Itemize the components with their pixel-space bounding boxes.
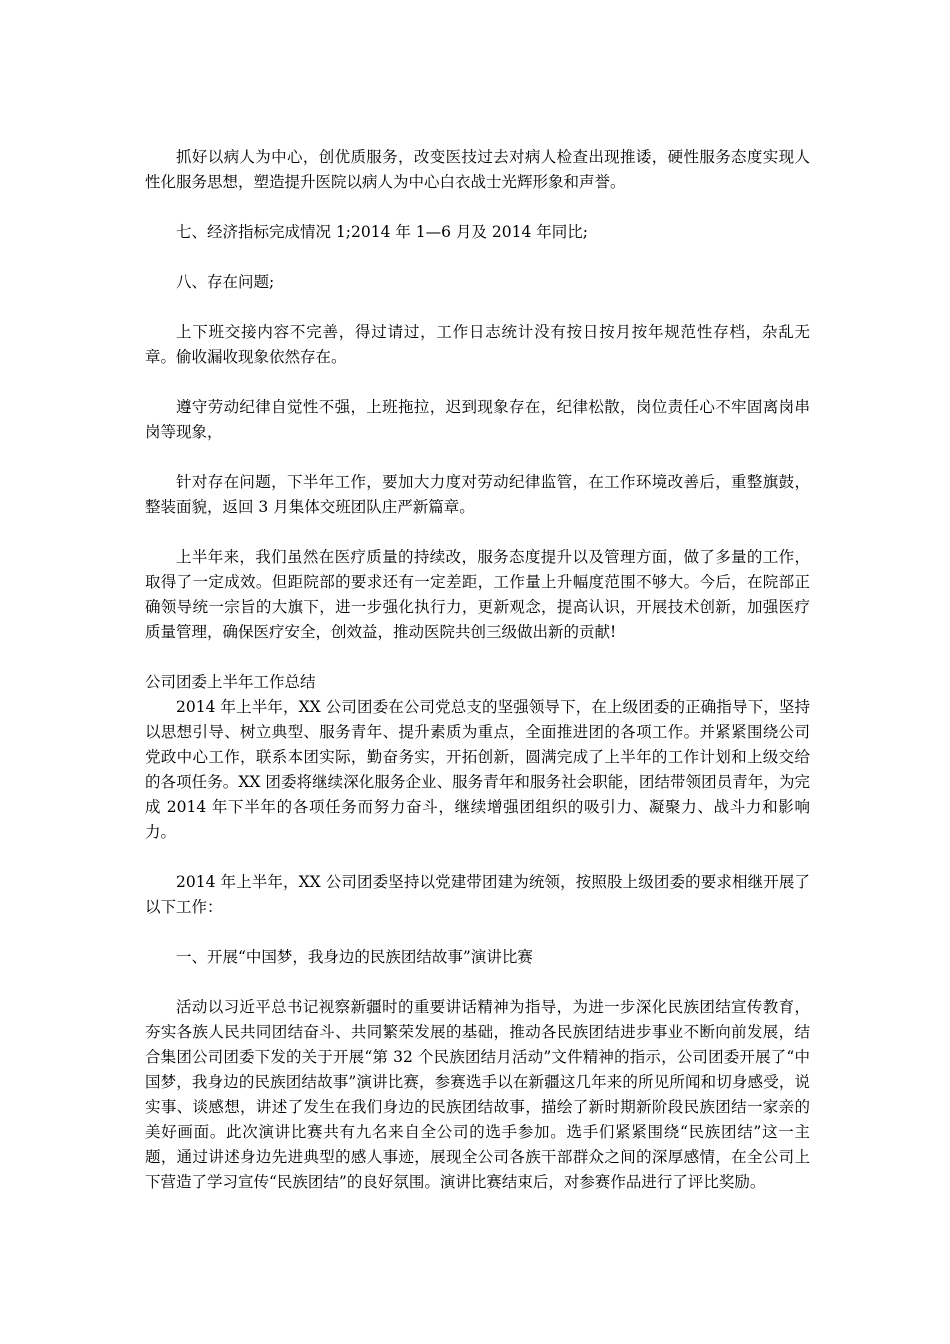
document-page [145, 145, 810, 1220]
paragraph-league-work: 2014 年上半年，XX 公司团委坚持以党建带团建为统领，按照股上级团委的要求相继开展了以下工作： [145, 873, 810, 916]
paragraph-handover-issues: 上下班交接内容不完善，得过请过，工作日志统计没有按日按月按年规范性存档，杂乱无章。偷收漏收现象依然存在。 [145, 323, 810, 366]
paragraph-league-intro: 2014 年上半年，XX 公司团委在公司党总支的坚强领导下，在上级团委的正确指导下，坚持以思想引导、树立典型、服务青年、提升素质为重点，全面推进团的各项工作。并紧紧围绕公司党政中心工作，联系本团实际，勤奋务实，开拓创新，圆满完成了上半年的工作计划和上级交给的各项任务。XX 团委将继续深化服务企业、服务青年和服务社会职能，团结带领团员青年，为完成 2014 年下半年的各项任务而努力奋斗，继续增强团组织的吸引力、凝聚力、战斗力和影响力。 [145, 698, 810, 841]
paragraph-half-year-summary: 上半年来，我们虽然在医疗质量的持续改，服务态度提升以及管理方面，做了多量的工作，取得了一定成效。但距院部的要求还有一定差距，工作量上升幅度范围不够大。今后，在院部正确领导统一宗旨的大旗下，进一步强化执行力，更新观念，提高认识，开展技术创新，加强医疗质量管理，确保医疗安全，创效益，推动医院共创三级做出新的贡献! [145, 548, 810, 641]
paragraph-service-attitude: 抓好以病人为中心，创优质服务，改变医技过去对病人检查出现推诿，硬性服务态度实现人性化服务思想，塑造提升医院以病人为中心白衣战士光辉形象和声誉。 [145, 148, 810, 191]
paragraph-speech-contest-detail: 活动以习近平总书记视察新疆时的重要讲话精神为指导，为进一步深化民族团结宣传教育，夯实各族人民共同团结奋斗、共同繁荣发展的基础，推动各民族团结进步事业不断向前发展，结合集团公司团委下发的关于开展“第 32 个民族团结月活动”文件精神的指示，公司团委开展了“中国梦，我身边的民族团结故事”演讲比赛，参赛选手以在新疆这几年来的所见所闻和切身感受，说实事、谈感想，讲述了发生在我们身边的民族团结故事，描绘了新时期新阶段民族团结一家亲的美好画面。此次演讲比赛共有九名来自全公司的选手参加。选手们紧紧围绕“民族团结”这一主题，通过讲述身边先进典型的感人事迹，展现全公司各族干部群众之间的深厚感情，在全公司上下营造了学习宣传“民族团结”的良好氛围。演讲比赛结束后，对参赛作品进行了评比奖励。 [145, 998, 810, 1191]
paragraph-speech-contest-heading: 一、开展“中国梦，我身边的民族团结故事”演讲比赛 [176, 948, 533, 966]
paragraph-existing-problems-heading: 八、存在问题; [176, 273, 275, 291]
paragraph-second-half-plan: 针对存在问题，下半年工作，要加大力度对劳动纪律监管，在工作环境改善后，重整旗鼓，整装面貌，返回 3 月集体交班团队庄严新篇章。 [145, 473, 810, 516]
paragraph-economic-indicators: 七、经济指标完成情况 1;2014 年 1—6 月及 2014 年同比; [176, 223, 588, 241]
paragraph-discipline-issues: 遵守劳动纪律自觉性不强，上班拖拉，迟到现象存在，纪律松散，岗位责任心不牢固离岗串岗等现象， [145, 398, 810, 441]
section-title: 公司团委上半年工作总结 [145, 673, 316, 691]
